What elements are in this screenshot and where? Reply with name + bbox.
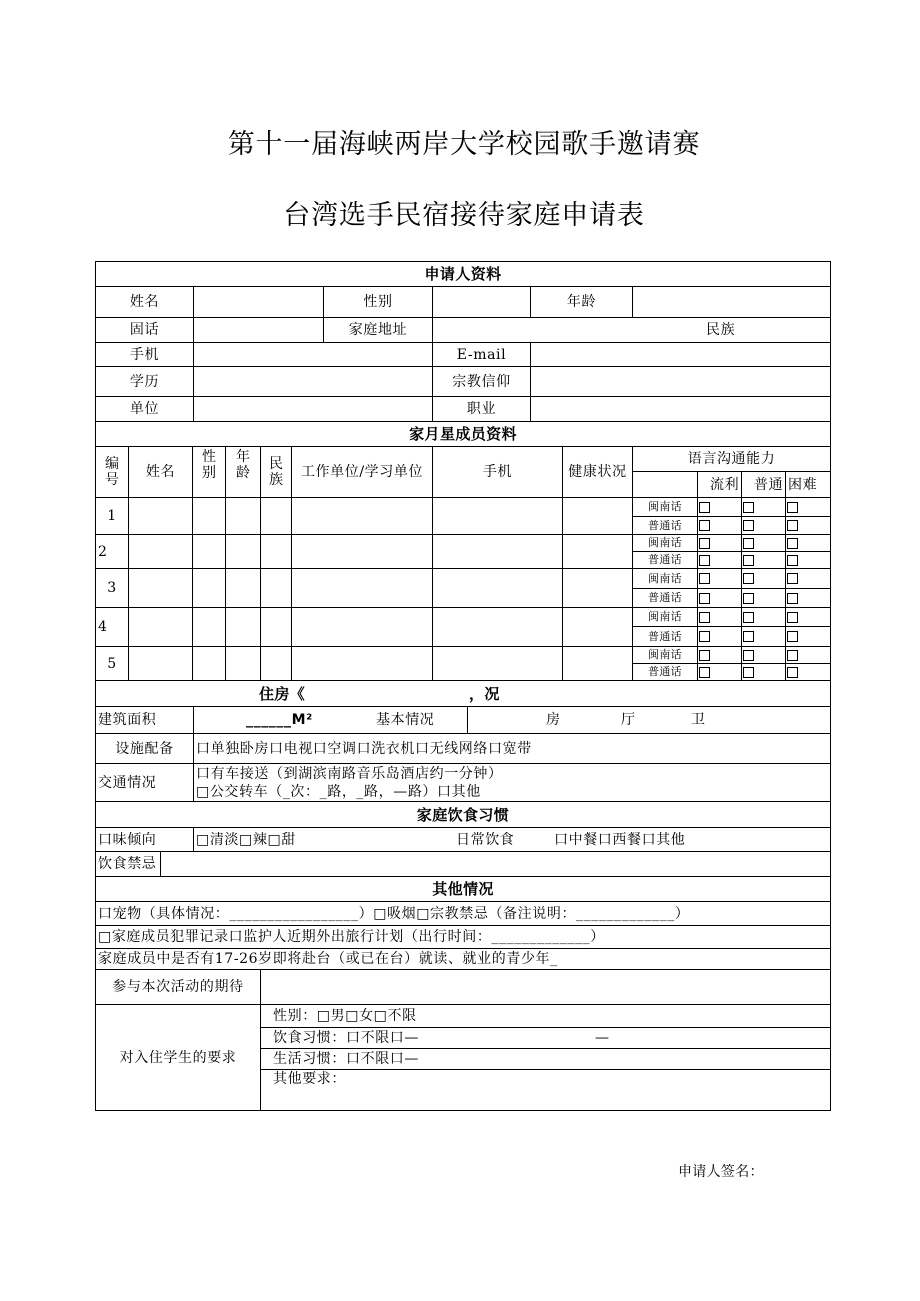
mobile-field[interactable] (194, 343, 433, 367)
difficult-cell (786, 627, 831, 647)
minnan-fluent-checkbox[interactable] (699, 502, 710, 513)
member-age-field[interactable] (226, 608, 261, 647)
mandarin-difficult-checkbox[interactable] (787, 667, 798, 678)
fluent-cell (698, 535, 742, 552)
diet-taboo-field[interactable] (161, 852, 831, 877)
ordinary-cell (742, 552, 786, 569)
diet-taboo-label: 饮食禁忌 (96, 852, 161, 877)
requirements-label: 对入住学生的要求 (96, 1005, 261, 1111)
language-mandarin-label: 普通话 (633, 552, 698, 569)
member-health-field[interactable] (563, 535, 633, 569)
language-mandarin-label: 普通话 (633, 589, 698, 608)
minnan-ordinary-checkbox[interactable] (743, 650, 754, 661)
member-gender-field[interactable] (193, 608, 226, 647)
fluent-cell (698, 608, 742, 627)
fluent-cell (698, 664, 742, 681)
mandarin-ordinary-checkbox[interactable] (743, 593, 754, 604)
mandarin-ordinary-checkbox[interactable] (743, 555, 754, 566)
req-gender: 性别：□男□女□不限 (261, 1005, 831, 1028)
member-ethnicity-field[interactable] (261, 569, 292, 608)
col-header-gender (193, 447, 226, 498)
room-label: 房 (546, 712, 561, 728)
taste-label: 口味倾向 (96, 828, 194, 852)
member-ethnicity-field[interactable] (261, 498, 292, 535)
difficult-cell (786, 647, 831, 664)
mandarin-ordinary-checkbox[interactable] (743, 631, 754, 642)
fluent-cell (698, 552, 742, 569)
age-label: 年龄 (531, 287, 633, 318)
pets-smoking-religion-line: 口宠物（具体情况：_________________）□吸烟□宗教禁忌（备注说明：_____________） (96, 902, 831, 926)
ethnicity-label: 民族 (706, 322, 736, 338)
member-work-field[interactable] (292, 569, 433, 608)
minnan-ordinary-checkbox[interactable] (743, 538, 754, 549)
diet-section-header: 家庭饮食习惯 (96, 802, 831, 828)
mandarin-difficult-checkbox[interactable] (787, 520, 798, 531)
basic-info-label: 基本情况 (376, 712, 435, 728)
language-mandarin-label: 普通话 (633, 627, 698, 647)
member-mobile-field[interactable] (433, 498, 563, 535)
area-unit: ______M² (246, 712, 313, 728)
difficult-cell (786, 589, 831, 608)
transport-options (194, 764, 831, 802)
col-header-no (96, 447, 129, 498)
occupation-field[interactable] (531, 397, 831, 422)
daily-diet-options: 口中餐口西餐口其他 (554, 831, 686, 848)
language-mandarin-label: 普通话 (633, 517, 698, 535)
employer-field[interactable] (194, 397, 433, 422)
minnan-difficult-checkbox[interactable] (787, 538, 798, 549)
facilities-options: 口单独卧房口电视口空调口洗衣机口无线网络口宽带 (194, 734, 831, 764)
col-header-difficult: 困难 (786, 472, 831, 498)
rooms-field[interactable] (468, 707, 831, 734)
member-number: 2 (96, 535, 129, 569)
difficult-cell (786, 498, 831, 517)
member-gender-field[interactable] (193, 535, 226, 569)
language-minnan-label: 闽南话 (633, 535, 698, 552)
member-work-field[interactable] (292, 498, 433, 535)
mandarin-ordinary-checkbox[interactable] (743, 520, 754, 531)
minnan-ordinary-checkbox[interactable] (743, 612, 754, 623)
ordinary-cell (742, 608, 786, 627)
member-work-field[interactable] (292, 647, 433, 681)
applicant-section (95, 261, 831, 422)
name-label: 姓名 (96, 287, 194, 318)
col-header-ethnicity (261, 447, 292, 498)
col-header-gender-label: 性别 (202, 449, 217, 481)
member-age-field[interactable] (226, 498, 261, 535)
member-number: 3 (96, 569, 129, 608)
member-number: 1 (96, 498, 129, 535)
email-field[interactable] (531, 343, 831, 367)
col-header-ethnicity-label: 民族 (269, 456, 284, 488)
gender-label: 性别 (324, 287, 433, 318)
mandarin-fluent-checkbox[interactable] (699, 520, 710, 531)
minnan-difficult-checkbox[interactable] (787, 573, 798, 584)
difficult-cell (786, 569, 831, 589)
member-number: 5 (96, 647, 129, 681)
member-gender-field[interactable] (193, 569, 226, 608)
member-mobile-field[interactable] (433, 647, 563, 681)
members-section-header: 家月星成员资料 (96, 422, 831, 447)
mandarin-ordinary-checkbox[interactable] (743, 667, 754, 678)
mandarin-fluent-checkbox[interactable] (699, 667, 710, 678)
occupation-label: 职业 (433, 397, 531, 422)
language-minnan-label: 闽南话 (633, 498, 698, 517)
youth-in-taiwan-line: 家庭成员中是否有17-26岁即将赴台（或已在台）就读、就业的青少年_ (96, 949, 831, 970)
ordinary-cell (742, 535, 786, 552)
difficult-cell (786, 664, 831, 681)
bathroom-label: 卫 (691, 712, 706, 728)
ordinary-cell (742, 627, 786, 647)
req-diet: 饮食习惯：口不限口— (273, 1030, 419, 1046)
member-name-field[interactable] (129, 647, 193, 681)
fluent-cell (698, 589, 742, 608)
other-section-header: 其他情况 (96, 877, 831, 902)
req-life: 生活习惯：口不限口— (261, 1049, 831, 1070)
landline-field[interactable] (194, 318, 324, 343)
member-health-field[interactable] (563, 569, 633, 608)
member-ethnicity-field[interactable] (261, 535, 292, 569)
ordinary-cell (742, 647, 786, 664)
difficult-cell (786, 535, 831, 552)
ordinary-cell (742, 589, 786, 608)
name-field[interactable] (194, 287, 324, 318)
col-header-language: 语言沟通能力 (633, 447, 831, 472)
member-ethnicity-field[interactable] (261, 608, 292, 647)
religion-label: 宗教信仰 (433, 367, 531, 397)
member-health-field[interactable] (563, 647, 633, 681)
col-header-health: 健康状况 (563, 447, 633, 498)
fluent-cell (698, 517, 742, 535)
col-header-age-label: 年龄 (236, 449, 251, 481)
mandarin-difficult-checkbox[interactable] (787, 555, 798, 566)
minnan-difficult-checkbox[interactable] (787, 650, 798, 661)
req-diet-tail: — (595, 1030, 610, 1046)
housing-header-right: ，况 (469, 684, 500, 703)
member-number: 4 (96, 608, 129, 647)
expectation-label: 参与本次活动的期待 (96, 970, 261, 1005)
req-diet-row (261, 1028, 831, 1049)
education-field[interactable] (194, 367, 433, 397)
col-header-work: 工作单位/学习单位 (292, 447, 433, 498)
language-mandarin-label: 普通话 (633, 664, 698, 681)
housing-section (95, 680, 831, 802)
minnan-fluent-checkbox[interactable] (699, 612, 710, 623)
member-name-field[interactable] (129, 608, 193, 647)
transport-line-1: 口有车接送（到湖滨南路音乐岛酒店约一分钟） (196, 765, 503, 782)
member-age-field[interactable] (226, 535, 261, 569)
facilities-label: 设施配备 (96, 734, 194, 764)
member-gender-field[interactable] (193, 647, 226, 681)
area-label: 建筑面积 (96, 707, 194, 734)
col-header-ordinary: 普通 (742, 472, 786, 498)
col-header-fluent: 流利 (698, 472, 742, 498)
daily-diet-label: 日常饮食 (456, 831, 515, 848)
member-health-field[interactable] (563, 498, 633, 535)
diet-section (95, 801, 831, 877)
applicant-signature-label: 申请人签名： (678, 1164, 764, 1180)
col-header-name: 姓名 (129, 447, 193, 498)
language-minnan-label: 闽南话 (633, 647, 698, 664)
minnan-difficult-checkbox[interactable] (787, 612, 798, 623)
gender-field[interactable] (433, 287, 531, 318)
minnan-difficult-checkbox[interactable] (787, 502, 798, 513)
col-header-age (226, 447, 261, 498)
mandarin-fluent-checkbox[interactable] (699, 555, 710, 566)
req-other[interactable]: 其他要求： (261, 1070, 831, 1111)
application-form (95, 261, 830, 1111)
employer-label: 单位 (96, 397, 194, 422)
member-health-field[interactable] (563, 608, 633, 647)
fluent-cell (698, 627, 742, 647)
language-minnan-label: 闽南话 (633, 608, 698, 627)
member-name-field[interactable] (129, 569, 193, 608)
mandarin-difficult-checkbox[interactable] (787, 631, 798, 642)
member-age-field[interactable] (226, 569, 261, 608)
col-header-mobile: 手机 (433, 447, 563, 498)
landline-label: 固话 (96, 318, 194, 343)
member-mobile-field[interactable] (433, 535, 563, 569)
member-name-field[interactable] (129, 498, 193, 535)
ordinary-cell (742, 498, 786, 517)
religion-field[interactable] (531, 367, 831, 397)
fluent-cell (698, 569, 742, 589)
difficult-cell (786, 608, 831, 627)
education-label: 学历 (96, 367, 194, 397)
criminal-travel-line: □家庭成员犯罪记录口监护人近期外出旅行计划（出行时间：_____________） (96, 926, 831, 949)
fluent-cell (698, 498, 742, 517)
col-header-no-label: 编号 (105, 456, 120, 488)
area-field[interactable] (194, 707, 468, 734)
member-ethnicity-field[interactable] (261, 647, 292, 681)
address-label: 家庭地址 (324, 318, 433, 343)
mandarin-fluent-checkbox[interactable] (699, 593, 710, 604)
minnan-fluent-checkbox[interactable] (699, 573, 710, 584)
ordinary-cell (742, 569, 786, 589)
member-gender-field[interactable] (193, 498, 226, 535)
fluent-cell (698, 647, 742, 664)
member-age-field[interactable] (226, 647, 261, 681)
transport-line-2: □公交转车（_次：_路，_路，—路）口其他 (196, 783, 481, 800)
taste-options: □清淡□辣□甜 (196, 831, 296, 848)
member-work-field[interactable] (292, 535, 433, 569)
member-mobile-field[interactable] (433, 608, 563, 647)
housing-section-header (96, 681, 831, 707)
mandarin-difficult-checkbox[interactable] (787, 593, 798, 604)
age-field[interactable] (633, 287, 831, 318)
mandarin-fluent-checkbox[interactable] (699, 631, 710, 642)
applicant-section-header: 申请人资料 (96, 262, 831, 287)
col-header-language-blank (633, 472, 698, 498)
expectation-field[interactable] (261, 970, 831, 1005)
hall-label: 厅 (621, 712, 636, 728)
minnan-fluent-checkbox[interactable] (699, 538, 710, 549)
minnan-fluent-checkbox[interactable] (699, 650, 710, 661)
members-section (95, 421, 831, 681)
address-field[interactable] (433, 318, 831, 343)
difficult-cell (786, 552, 831, 569)
minnan-ordinary-checkbox[interactable] (743, 502, 754, 513)
form-title: 第十一届海峡两岸大学校园歌手邀请赛 (227, 129, 701, 160)
ordinary-cell (742, 517, 786, 535)
mobile-label: 手机 (96, 343, 194, 367)
ordinary-cell (742, 664, 786, 681)
email-label: E-mail (433, 343, 531, 367)
other-section (95, 876, 831, 1111)
member-mobile-field[interactable] (433, 569, 563, 608)
minnan-ordinary-checkbox[interactable] (743, 573, 754, 584)
taste-row (194, 828, 831, 852)
language-minnan-label: 闽南话 (633, 569, 698, 589)
housing-header-left: 住房《 (259, 684, 306, 703)
member-work-field[interactable] (292, 608, 433, 647)
member-name-field[interactable] (129, 535, 193, 569)
difficult-cell (786, 517, 831, 535)
transport-label: 交通情况 (96, 764, 194, 802)
form-subtitle: 台湾选手民宿接待家庭申请表 (283, 200, 645, 231)
